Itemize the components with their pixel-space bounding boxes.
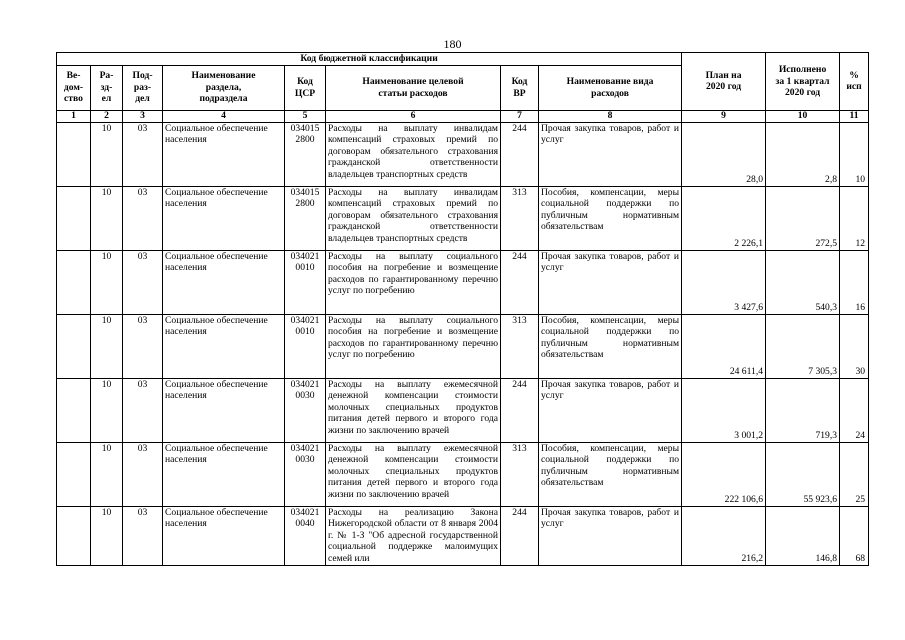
percent-cell: 10	[840, 122, 869, 186]
vr-cell: 244	[501, 250, 539, 314]
vedomstvo-cell	[57, 506, 91, 565]
executed-cell: 146,8	[766, 506, 840, 565]
csr-cell: 034021 0030	[285, 442, 326, 506]
csr-cell: 034021 0040	[285, 506, 326, 565]
table-row	[57, 442, 869, 506]
plan-cell: 3 001,2	[682, 378, 766, 442]
table-row	[57, 122, 869, 186]
vedomstvo-cell	[57, 122, 91, 186]
table-row	[57, 314, 869, 378]
vedomstvo-cell	[57, 314, 91, 378]
article-name-cell: Расходы на выплату ежемесячной денежной компенсации стоимости молочных специальных продуктов питания детей первого и второго года жизни по заключению врачей	[326, 442, 501, 506]
podrazdel-cell: 03	[123, 442, 163, 506]
razdel-cell: 10	[91, 506, 123, 565]
section-name-cell: Социальное обеспечение населения	[163, 122, 285, 186]
expense-type-cell: Пособия, компенсации, меры социальной поддержки по публичным нормативным обязательствам	[539, 314, 682, 378]
vedomstvo-cell	[57, 442, 91, 506]
budget-classification-header: Код бюджетной классификации	[57, 53, 682, 66]
col-header-percent: % исп	[840, 53, 869, 111]
col-header-csr: Код ЦСР	[285, 65, 326, 110]
col-header-section-name: Наименование раздела, подраздела	[163, 65, 285, 110]
vedomstvo-cell	[57, 378, 91, 442]
csr-cell: 034021 0010	[285, 250, 326, 314]
table-row	[57, 378, 869, 442]
plan-cell: 28,0	[682, 122, 766, 186]
col-number: 4	[163, 110, 285, 122]
section-name-cell: Социальное обеспечение населения	[163, 442, 285, 506]
plan-cell: 24 611,4	[682, 314, 766, 378]
article-name-cell: Расходы на выплату инвалидам компенсаций страховых премий по договорам обязательного страхования гражданской ответственности владельцев транспортных средств	[326, 186, 501, 250]
col-number: 11	[840, 110, 869, 122]
razdel-cell: 10	[91, 378, 123, 442]
vr-cell: 313	[501, 314, 539, 378]
vr-cell: 313	[501, 186, 539, 250]
percent-cell: 24	[840, 378, 869, 442]
col-number: 2	[91, 110, 123, 122]
article-name-cell: Расходы на выплату ежемесячной денежной компенсации стоимости молочных специальных продуктов питания детей первого и второго года жизни по заключению врачей	[326, 378, 501, 442]
podrazdel-cell: 03	[123, 250, 163, 314]
percent-cell: 16	[840, 250, 869, 314]
col-number: 5	[285, 110, 326, 122]
executed-cell: 7 305,3	[766, 314, 840, 378]
col-header-vedomstvo: Ве- дом- ство	[57, 65, 91, 110]
csr-cell: 034015 2800	[285, 122, 326, 186]
razdel-cell: 10	[91, 250, 123, 314]
col-header-executed: Исполнено за 1 квартал 2020 год	[766, 53, 840, 111]
razdel-cell: 10	[91, 122, 123, 186]
executed-cell: 540,3	[766, 250, 840, 314]
article-name-cell: Расходы на выплату инвалидам компенсаций страховых премий по договорам обязательного страхования гражданской ответственности владельцев транспортных средств	[326, 122, 501, 186]
expense-type-cell: Прочая закупка товаров, работ и услуг	[539, 506, 682, 565]
section-name-cell: Социальное обеспечение населения	[163, 186, 285, 250]
csr-cell: 034015 2800	[285, 186, 326, 250]
razdel-cell: 10	[91, 442, 123, 506]
vedomstvo-cell	[57, 250, 91, 314]
page-number: 180	[443, 37, 462, 51]
plan-cell: 3 427,6	[682, 250, 766, 314]
percent-cell: 12	[840, 186, 869, 250]
article-name-cell: Расходы на выплату социального пособия на погребение и возмещение расходов по гарантированному перечню услуг по погребению	[326, 250, 501, 314]
col-header-expense-type: Наименование вида расходов	[539, 65, 682, 110]
plan-cell: 222 106,6	[682, 442, 766, 506]
article-name-cell: Расходы на выплату социального пособия на погребение и возмещение расходов по гарантированному перечню услуг по погребению	[326, 314, 501, 378]
podrazdel-cell: 03	[123, 506, 163, 565]
plan-cell: 216,2	[682, 506, 766, 565]
razdel-cell: 10	[91, 314, 123, 378]
col-header-vr: Код ВР	[501, 65, 539, 110]
col-number: 3	[123, 110, 163, 122]
podrazdel-cell: 03	[123, 378, 163, 442]
csr-cell: 034021 0030	[285, 378, 326, 442]
col-number: 1	[57, 110, 91, 122]
podrazdel-cell: 03	[123, 186, 163, 250]
razdel-cell: 10	[91, 186, 123, 250]
col-header-article-name: Наименование целевой статьи расходов	[326, 65, 501, 110]
table-row	[57, 506, 869, 565]
budget-table	[56, 52, 869, 566]
expense-type-cell: Пособия, компенсации, меры социальной поддержки по публичным нормативным обязательствам	[539, 186, 682, 250]
plan-cell: 2 226,1	[682, 186, 766, 250]
percent-cell: 68	[840, 506, 869, 565]
vedomstvo-cell	[57, 186, 91, 250]
vr-cell: 244	[501, 122, 539, 186]
section-name-cell: Социальное обеспечение населения	[163, 314, 285, 378]
col-number: 9	[682, 110, 766, 122]
vr-cell: 244	[501, 378, 539, 442]
executed-cell: 2,8	[766, 122, 840, 186]
vr-cell: 244	[501, 506, 539, 565]
percent-cell: 25	[840, 442, 869, 506]
col-header-plan: План на 2020 год	[682, 53, 766, 111]
executed-cell: 55 923,6	[766, 442, 840, 506]
expense-type-cell: Прочая закупка товаров, работ и услуг	[539, 122, 682, 186]
col-header-razdel: Ра- зд- ел	[91, 65, 123, 110]
section-name-cell: Социальное обеспечение населения	[163, 250, 285, 314]
podrazdel-cell: 03	[123, 122, 163, 186]
executed-cell: 719,3	[766, 378, 840, 442]
executed-cell: 272,5	[766, 186, 840, 250]
csr-cell: 034021 0010	[285, 314, 326, 378]
col-number: 8	[539, 110, 682, 122]
percent-cell: 30	[840, 314, 869, 378]
col-number: 7	[501, 110, 539, 122]
table-row	[57, 186, 869, 250]
col-header-podrazdel: Под- раз- дел	[123, 65, 163, 110]
expense-type-cell: Прочая закупка товаров, работ и услуг	[539, 250, 682, 314]
section-name-cell: Социальное обеспечение населения	[163, 378, 285, 442]
section-name-cell: Социальное обеспечение населения	[163, 506, 285, 565]
expense-type-cell: Прочая закупка товаров, работ и услуг	[539, 378, 682, 442]
podrazdel-cell: 03	[123, 314, 163, 378]
table-row	[57, 250, 869, 314]
expense-type-cell: Пособия, компенсации, меры социальной поддержки по публичным нормативным обязательствам	[539, 442, 682, 506]
col-number: 6	[326, 110, 501, 122]
col-number: 10	[766, 110, 840, 122]
article-name-cell: Расходы на реализацию Закона Нижегородской области от 8 января 2004 г. № 1-З "Об адресной государственной социальной поддержке малоимущих семей или	[326, 506, 501, 565]
vr-cell: 313	[501, 442, 539, 506]
